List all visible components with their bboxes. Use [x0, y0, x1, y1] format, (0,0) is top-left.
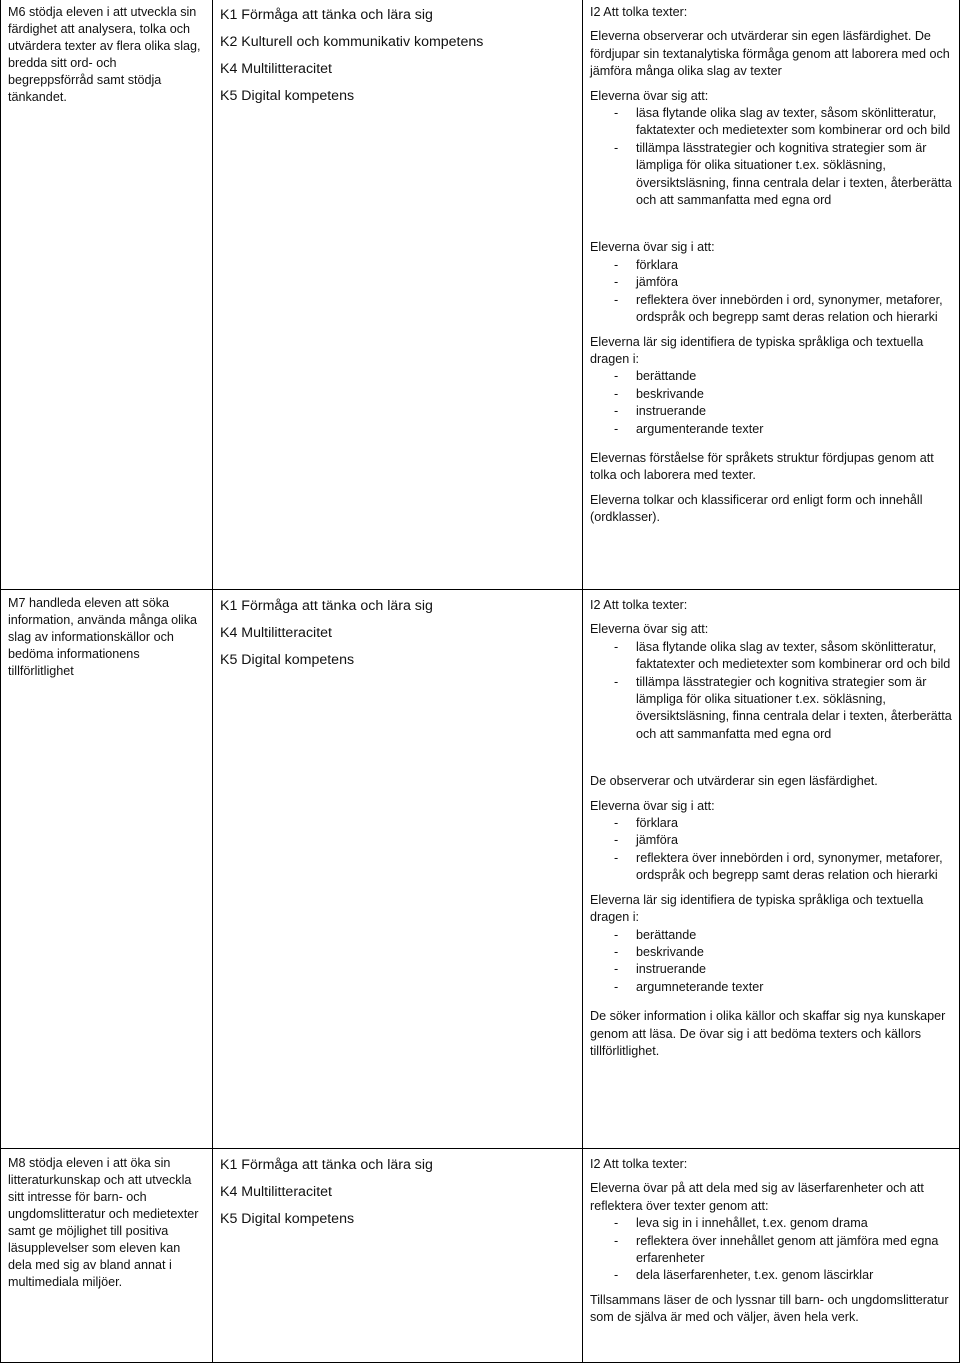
- row-divider-1: [0, 589, 960, 590]
- row-3-goal-cell: [8, 1155, 204, 1291]
- row-1-goal-text: M6 stödja eleven i att utveckla sin färdighet att analysera, tolka och utvärdera texter av flera olika slag, bredda sitt ord- och begreppsförråd samt stödja tänkandet.: [8, 5, 201, 104]
- row-3-heading: I2 Att tolka texter:: [590, 1157, 688, 1171]
- row-1-identify-list: [590, 368, 956, 438]
- row-3-intro: Eleverna övar på att dela med sig av läserfarenheter och att reflektera över texter genom att:: [590, 1181, 924, 1213]
- list-item: - beskrivande: [590, 386, 956, 403]
- list-item: - dela läserfarenheter, t.ex. genom läscirklar: [590, 1267, 956, 1284]
- row-2-observe: De observerar och utvärderar sin egen läsfärdighet.: [590, 774, 878, 789]
- row-3-content-cell: [590, 1156, 956, 1327]
- row-2-heading: I2 Att tolka texter:: [590, 598, 688, 612]
- row-2-goal-text: M7 handleda eleven att söka information, använda många olika slag av informationskällor och bedöma informationens tillförlitlighet: [8, 596, 198, 678]
- row-2-identify-label: Eleverna lär sig identifiera de typiska språkliga och textuella dragen i:: [590, 892, 924, 925]
- list-item: - läsa flytande olika slag av texter, såsom skönlitteratur, faktatexter och medietexter som kombinerar ord och bild: [590, 105, 956, 140]
- row-2-goal-cell: [8, 595, 204, 680]
- row-2-practice2-list: [590, 815, 956, 885]
- list-item: - läsa flytande olika slag av texter, såsom skönlitteratur, faktatexter och medietexter som kombinerar ord och bild: [590, 639, 956, 674]
- list-item: - argumenterande texter: [590, 421, 956, 438]
- column-divider-1: [212, 0, 213, 1363]
- table-border-left: [0, 0, 1, 1363]
- list-item: - berättande: [590, 368, 956, 385]
- row-3-competence: K5 Digital kompetens: [220, 1211, 355, 1227]
- row-2-practice1-label: Eleverna övar sig att:: [590, 622, 709, 637]
- row-3-closing: Tillsammans läser de och lyssnar till barn- och ungdomslitteratur som de själva är med och väljer, även hela verk.: [590, 1292, 949, 1325]
- row-2-closing: De söker information i olika källor och skaffar sig nya kunskaper genom att läsa. De övar sig i att bedöma texters och källors tillförlitlighet.: [590, 1009, 946, 1058]
- row-1-identify-label: Eleverna lär sig identifiera de typiska språkliga och textuella dragen i:: [590, 334, 924, 366]
- row-2-competences-cell: [220, 593, 570, 674]
- row-2-content-cell: [590, 597, 956, 1060]
- list-item: - förklara: [590, 815, 956, 832]
- row-1-intro: Eleverna observerar och utvärderar sin egen läsfärdighet. De fördjupar sin textanalytiska förmåga genom att laborera med och jämföra många olika slag av texter: [590, 29, 950, 79]
- list-item: - jämföra: [590, 274, 956, 291]
- list-item: - tillämpa lässtrategier och kognitiva strategier som är lämpliga för olika situationer t.ex. sökläsning, översiktsläsning, finna centrala delar i texten, återberätta och att sammanfatta med egna ord: [590, 674, 956, 744]
- list-item: - beskrivande: [590, 944, 956, 961]
- list-item: - förklara: [590, 257, 956, 274]
- row-2-competence: K4 Multilitteracitet: [220, 625, 332, 641]
- row-1-competence: K2 Kulturell och kommunikativ kompetens: [220, 34, 484, 50]
- row-2-competence: K5 Digital kompetens: [220, 652, 355, 668]
- row-1-practice1-list: [590, 105, 956, 209]
- row-2-practice2-label: Eleverna övar sig i att:: [590, 798, 715, 813]
- column-divider-2: [582, 0, 583, 1363]
- row-1-practice2-label: Eleverna övar sig i att:: [590, 240, 715, 255]
- row-3-competence: K4 Multilitteracitet: [220, 1184, 332, 1200]
- row-divider-2: [0, 1148, 960, 1149]
- list-item: - instruerande: [590, 403, 956, 420]
- row-2-identify-list: [590, 927, 956, 997]
- row-3-list: [590, 1215, 956, 1285]
- row-1-competence: K5 Digital kompetens: [220, 88, 355, 104]
- row-3-goal-text: M8 stödja eleven i att öka sin litteraturkunskap och att utveckla sitt intresse för barn- och ungdomslitteratur och medietexter samt ge möjlighet till positiva läsupplevelser som eleven kan dela med sig av bland annat i multimediala miljöer.: [8, 1156, 199, 1289]
- row-1-competence: K1 Förmåga att tänka och lära sig: [220, 7, 433, 23]
- list-item: - tillämpa lässtrategier och kognitiva strategier som är lämpliga för olika situationer t.ex. sökläsning, översiktsläsning, finna centrala delar i texten, återberätta och att sammanfatta med egna ord: [590, 140, 956, 210]
- row-1-practice2-list: [590, 257, 956, 327]
- list-item: - reflektera över innebörden i ord, synonymer, metaforer, ordspråk och begrepp samt deras relation och hierarki: [590, 850, 956, 885]
- row-2-practice1-list: [590, 639, 956, 743]
- row-3-competence: K1 Förmåga att tänka och lära sig: [220, 1157, 433, 1173]
- row-1-closing-2: Eleverna tolkar och klassificerar ord enligt form och innehåll (ordklasser).: [590, 492, 923, 525]
- row-1-practice1-label: Eleverna övar sig att:: [590, 88, 709, 103]
- row-1-goal-cell: [8, 4, 204, 106]
- row-1-heading: I2 Att tolka texter:: [590, 5, 688, 19]
- list-item: - argumneterande texter: [590, 979, 956, 996]
- row-1-closing-1: Elevernas förståelse för språkets struktur fördjupas genom att tolka och laborera med texter.: [590, 450, 934, 483]
- list-item: - jämföra: [590, 832, 956, 849]
- list-item: - leva sig in i innehållet, t.ex. genom drama: [590, 1215, 956, 1232]
- list-item: - reflektera över innebörden i ord, synonymer, metaforer, ordspråk och begrepp samt deras relation och hierarki: [590, 292, 956, 327]
- row-1-content-cell: [590, 4, 956, 527]
- list-item: - instruerande: [590, 961, 956, 978]
- list-item: - berättande: [590, 927, 956, 944]
- row-1-competence: K4 Multilitteracitet: [220, 61, 332, 77]
- row-2-competence: K1 Förmåga att tänka och lära sig: [220, 598, 433, 614]
- list-item: - reflektera över innehållet genom att jämföra med egna erfarenheter: [590, 1233, 956, 1268]
- row-3-competences-cell: [220, 1152, 570, 1233]
- row-1-competences-cell: [220, 2, 570, 110]
